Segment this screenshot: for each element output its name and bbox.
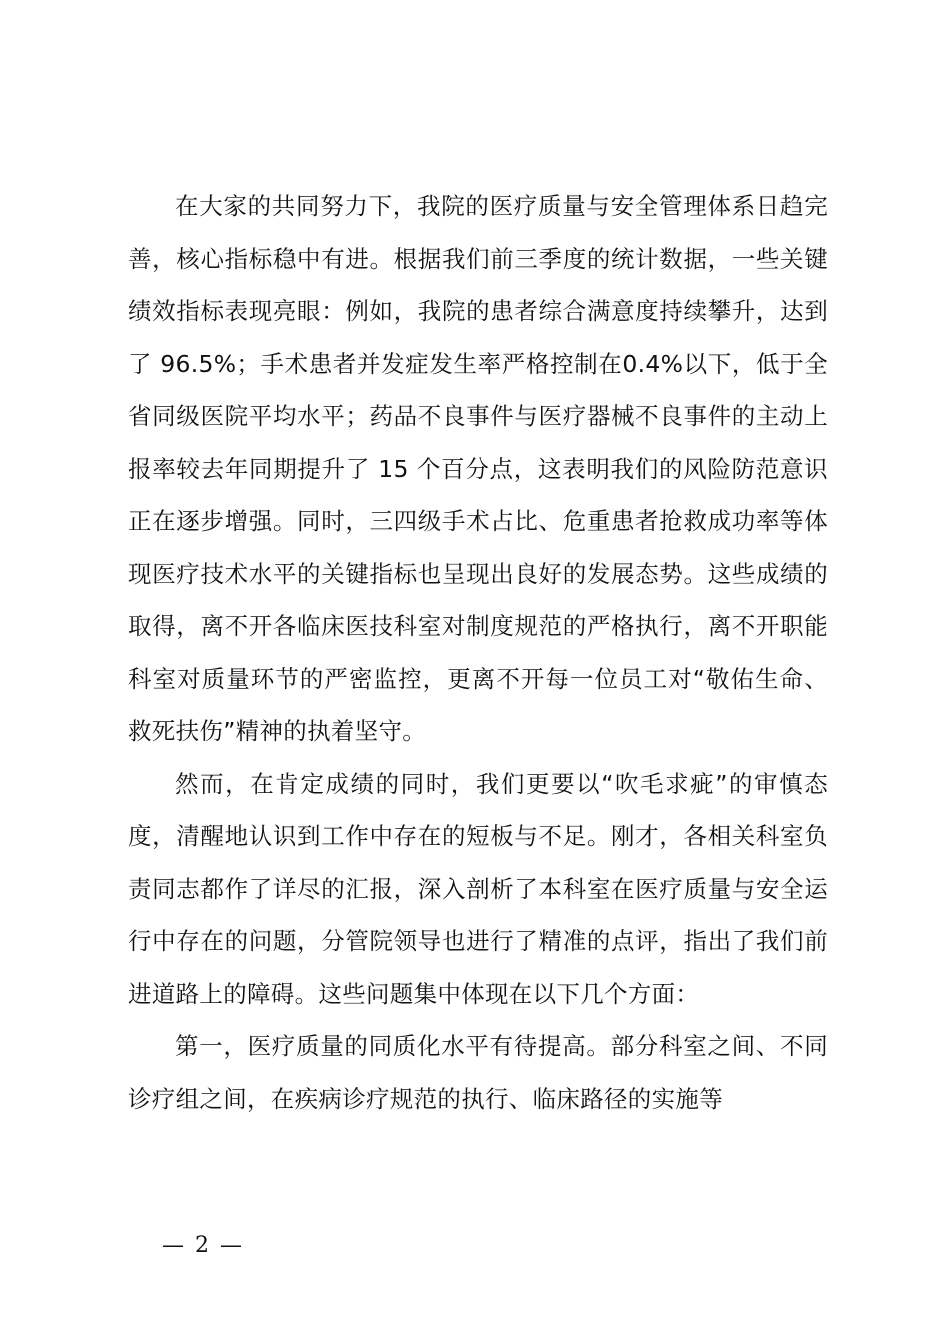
page-number: — 2 —	[162, 1233, 244, 1258]
paragraph-shortcomings: 然而，在肯定成绩的同时，我们更要以“吹毛求疵”的审慎态度，清醒地认识到工作中存在的短板与不足。刚才，各相关科室负责同志都作了详尽的汇报，深入剖析了本科室在医疗质量与安全运行中存在的问题，分管院领导也进行了精准的点评，指出了我们前进道路上的障碍。这些问题集中体现在以下几个方面：	[128, 769, 828, 1008]
paragraph-first-issue: 第一，医疗质量的同质化水平有待提高。部分科室之间、不同诊疗组之间，在疾病诊疗规范的执行、临床路径的实施等	[128, 1032, 828, 1113]
paragraph-achievements: 在大家的共同努力下，我院的医疗质量与安全管理体系日趋完善，核心指标稳中有进。根据我们前三季度的统计数据，一些关键绩效指标表现亮眼：例如，我院的患者综合满意度持续攀升，达到了 96.5%；手术患者并发症发生率严格控制在0.4%以下，低于全省同级医院平均水平；药品不良事件与医疗器械不良事件的主动上报率较去年同期提升了 15 个百分点，这表明我们的风险防范意识正在逐步增强。同时，三四级手术占比、危重患者抢救成功率等体现医疗技术水平的关键指标也呈现出良好的发展态势。这些成绩的取得，离不开各临床医技科室对制度规范的严格执行，离不开职能科室对质量环节的严密监控，更离不开每一位员工对“敬佑生命、救死扶伤”精神的执着坚守。	[128, 192, 828, 745]
document-body	[128, 180, 828, 1125]
